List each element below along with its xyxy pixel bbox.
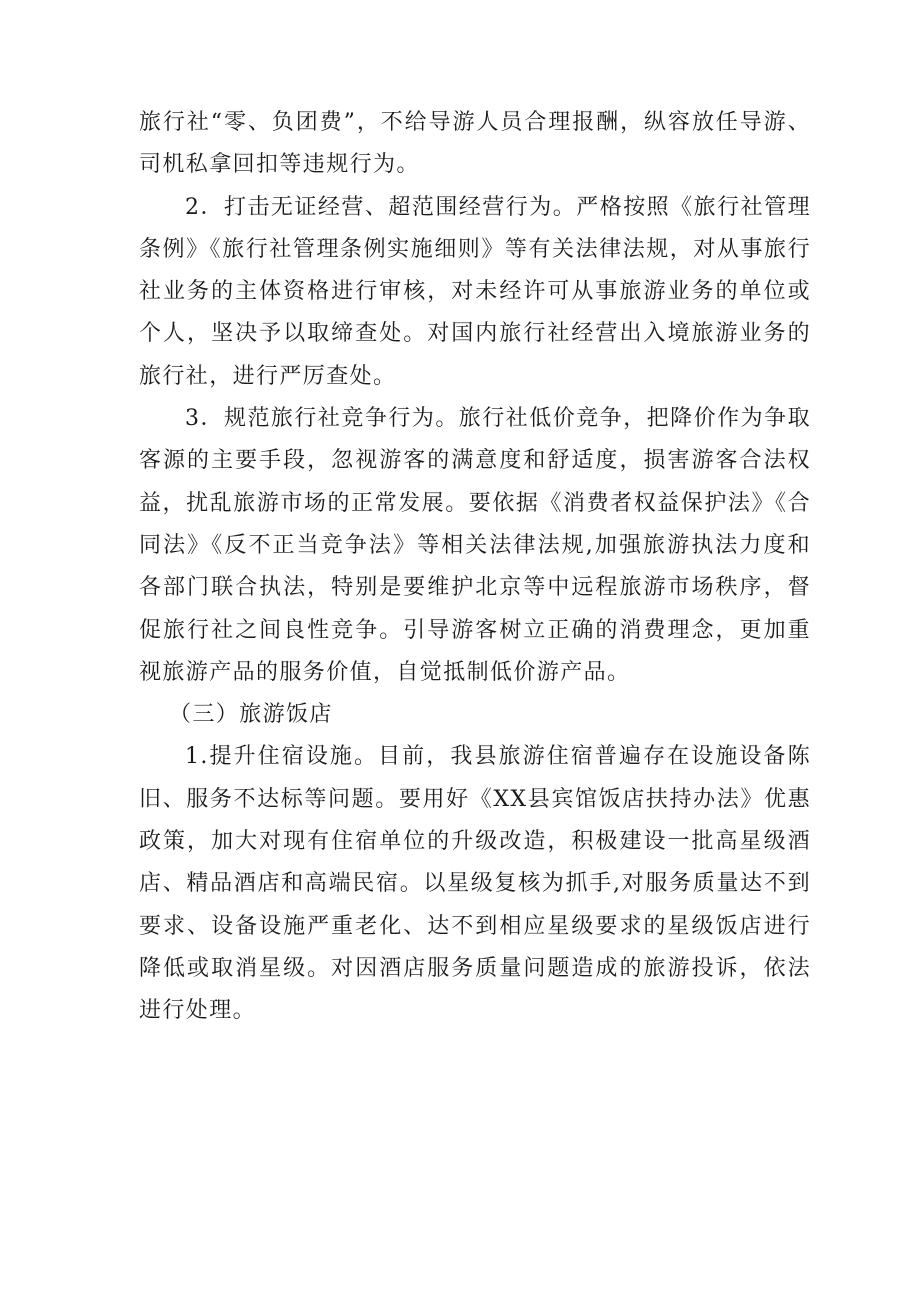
section-heading-tourist-hotels: （三）旅游饭店 [169, 702, 333, 728]
paragraph-item-2-unlicensed-operations: 2．打击无证经营、超范围经营行为。严格按照《旅行社管理条例》《旅行社管理条例实施细则》等有关法律法规，对从事旅行社业务的主体资格进行审核，对未经许可从事旅游业务的单位或个人，坚决予以取缔查处。对国内旅行社经营出入境旅游业务的旅行社，进行严厉查处。 [139, 194, 811, 389]
paragraph-item-1-accommodation-facilities: 1.提升住宿设施。目前，我县旅游住宿普遍存在设施设备陈旧、服务不达标等问题。要用好《XX县宾馆饭店扶持办法》优惠政策，加大对现有住宿单位的升级改造，积极建设一批高星级酒店、精品酒店和高端民宿。以星级复核为抓手,对服务质量达不到要求、设备设施严重老化、达不到相应星级要求的星级饭店进行降低或取消星级。对因酒店服务质量问题造成的旅游投诉，依法进行处理。 [139, 744, 811, 1024]
paragraph-item-3-competition-regulation: 3．规范旅行社竞争行为。旅行社低价竞争，把降价作为争取客源的主要手段，忽视游客的满意度和舒适度，损害游客合法权益，扰乱旅游市场的正常发展。要依据《消费者权益保护法》《合同法》《反不正当竞争法》等相关法律法规,加强旅游执法力度和各部门联合执法，特别是要维护北京等中远程旅游市场秩序，督促旅行社之间良性竞争。引导游客树立正确的消费理念，更加重视旅游产品的服务价值，自觉抵制低价游产品。 [139, 406, 811, 685]
document-page [139, 102, 811, 1033]
paragraph-continuation: 旅行社“零、负团费”，不给导游人员合理报酬，纵容放任导游、司机私拿回扣等违规行为。 [139, 110, 811, 178]
